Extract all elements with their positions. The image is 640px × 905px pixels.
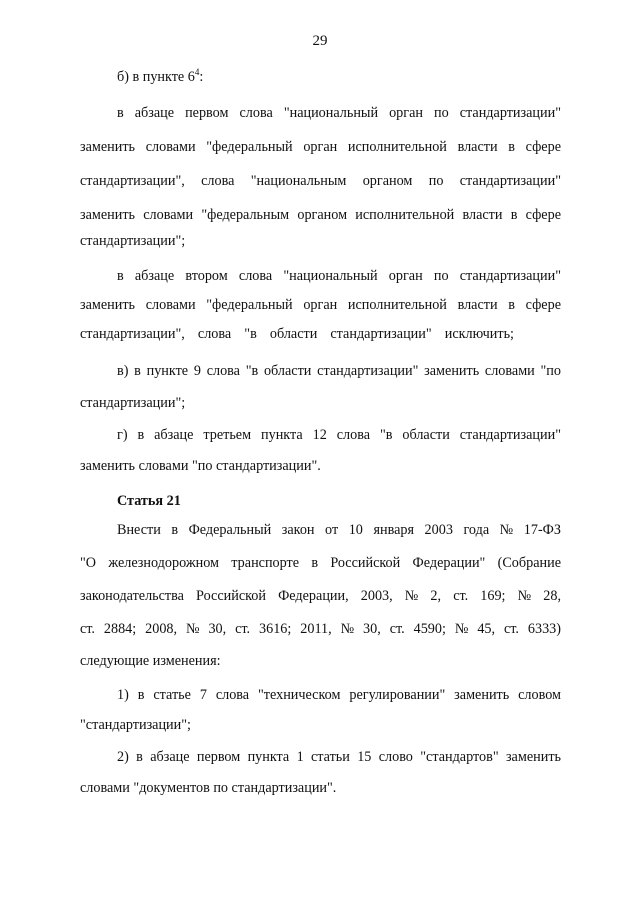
- colon: :: [199, 69, 204, 85]
- superscript: 4: [194, 67, 200, 77]
- text-line: в абзаце втором слова "национальный орган по стандартизации": [117, 268, 561, 284]
- text-line: "О железнодорожном транспорте в Российской Федерации" (Собрание: [80, 555, 561, 571]
- subitem-b-heading: [117, 66, 203, 88]
- text-line: заменить словами "по стандартизации".: [80, 458, 321, 474]
- article-heading: Статья 21: [117, 493, 181, 509]
- text-line: 1) в статье 7 слова "техническом регулировании" заменить словом: [117, 687, 561, 703]
- text-line: стандартизации", слова "национальным органом по стандартизации": [80, 173, 561, 189]
- page-number: 29: [312, 33, 328, 49]
- text-line: Внести в Федеральный закон от 10 января 2003 года № 17-ФЗ: [117, 522, 561, 538]
- subitem-b-text: б) в пункте 6: [117, 69, 195, 85]
- text-line: в абзаце первом слова "национальный орган по стандартизации": [117, 105, 561, 121]
- text-line: 2) в абзаце первом пункта 1 статьи 15 слово "стандартов" заменить: [117, 749, 561, 765]
- text-line: заменить словами "федеральный орган исполнительной власти в сфере: [80, 297, 561, 313]
- text-line: заменить словами "федеральный орган исполнительной власти в сфере: [80, 139, 561, 155]
- text-line: словами "документов по стандартизации".: [80, 780, 337, 796]
- text-line: ст. 2884; 2008, № 30, ст. 3616; 2011, № 30, ст. 4590; № 45, ст. 6333): [80, 621, 561, 637]
- text-line: стандартизации";: [80, 395, 186, 411]
- text-line: законодательства Российской Федерации, 2003, № 2, ст. 169; № 28,: [80, 588, 561, 604]
- text-line: следующие изменения:: [80, 653, 221, 669]
- text-line: стандартизации", слова "в области стандартизации" исключить;: [80, 326, 514, 342]
- text-line: в) в пункте 9 слова "в области стандартизации" заменить словами "по: [117, 363, 561, 379]
- text-line: г) в абзаце третьем пункта 12 слова "в области стандартизации": [117, 427, 561, 443]
- text-line: стандартизации";: [80, 233, 186, 249]
- text-line: заменить словами "федеральным органом исполнительной власти в сфере: [80, 207, 561, 223]
- text-line: "стандартизации";: [80, 717, 191, 733]
